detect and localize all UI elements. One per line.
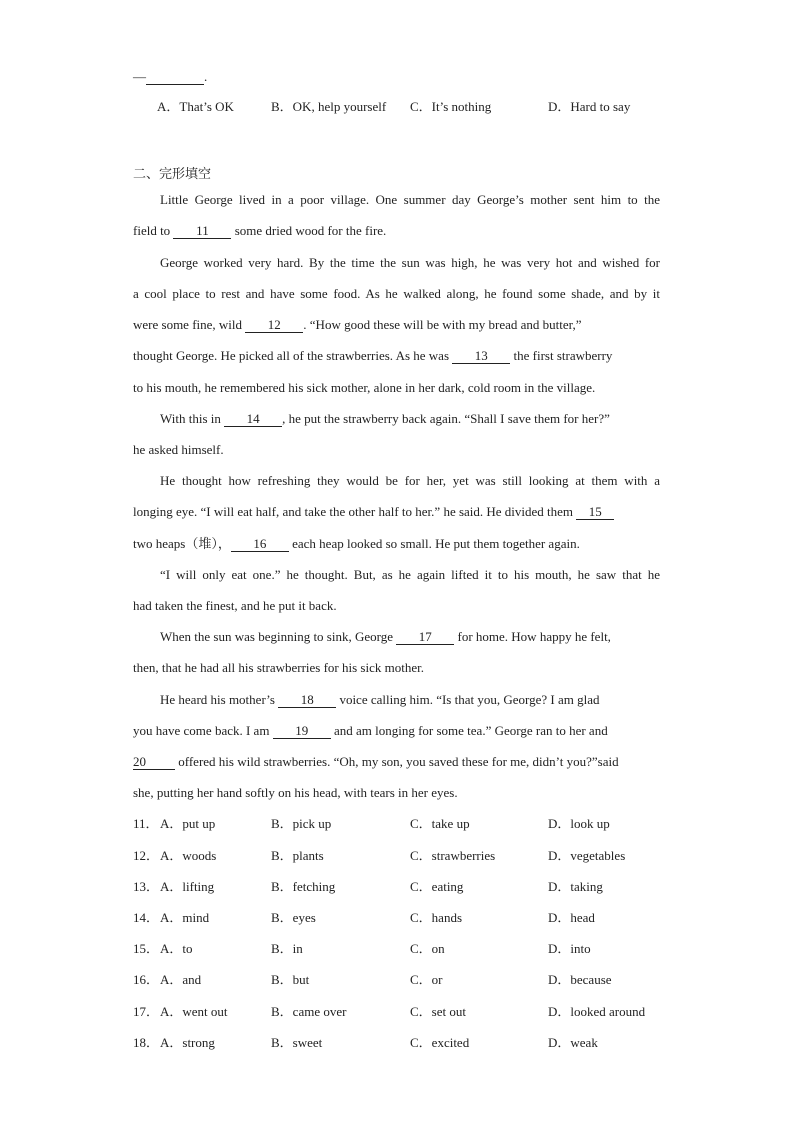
option-a[interactable]: A．and bbox=[160, 972, 202, 987]
passage-line: When the sun was beginning to sink, George 17 for home. How happy he felt, bbox=[160, 629, 611, 644]
passage-line: 20 offered his wild strawberries. “Oh, my son, you saved these for me, didn’t you?”said bbox=[133, 754, 619, 769]
blank-16[interactable]: 16 bbox=[231, 537, 289, 552]
period: . bbox=[204, 69, 208, 84]
prev-option-b[interactable]: B．OK, help yourself bbox=[271, 99, 387, 114]
passage-line: were some fine, wild 12 . “How good these will be with my bread and butter,” bbox=[133, 317, 582, 332]
blank-14[interactable]: 14 bbox=[224, 412, 282, 427]
option-d[interactable]: D．taking bbox=[548, 879, 603, 894]
option-c[interactable]: C．strawberries bbox=[410, 848, 496, 863]
option-b[interactable]: B．came over bbox=[271, 1004, 347, 1019]
prev-option-d[interactable]: D．Hard to say bbox=[548, 99, 631, 114]
option-d[interactable]: D．weak bbox=[548, 1035, 598, 1050]
option-d[interactable]: D．vegetables bbox=[548, 848, 626, 863]
option-a[interactable]: A．lifting bbox=[160, 879, 215, 894]
passage-line: a cool place to rest and have some food. As he walked along, he found some shade, and by it bbox=[133, 286, 660, 301]
option-c[interactable]: C．on bbox=[410, 941, 445, 956]
option-c[interactable]: C．hands bbox=[410, 910, 463, 925]
blank-15[interactable]: 15 bbox=[576, 505, 614, 520]
question-number: 16． bbox=[133, 972, 160, 987]
option-b[interactable]: B．sweet bbox=[271, 1035, 323, 1050]
passage-line: had taken the finest, and he put it back. bbox=[133, 598, 337, 613]
blank-20[interactable]: 20 bbox=[133, 755, 175, 770]
question-number: 14． bbox=[133, 910, 160, 925]
passage-line: she, putting her hand softly on his head, with tears in her eyes. bbox=[133, 785, 458, 800]
option-b[interactable]: B．in bbox=[271, 941, 303, 956]
prev-option-a[interactable]: A．That’s OK bbox=[157, 99, 234, 114]
option-c[interactable]: C．excited bbox=[410, 1035, 470, 1050]
question-number: 15． bbox=[133, 941, 160, 956]
passage-line: thought George. He picked all of the strawberries. As he was 13 the first strawberry bbox=[133, 348, 613, 363]
passage-line: He thought how refreshing they would be for her, yet was still looking at them with a bbox=[160, 473, 660, 488]
passage-line: Little George lived in a poor village. One summer day George’s mother sent him to the bbox=[160, 192, 660, 207]
blank-17[interactable]: 17 bbox=[396, 630, 454, 645]
option-b[interactable]: B．but bbox=[271, 972, 310, 987]
passage-line: you have come back. I am 19 and am longing for some tea.” George ran to her and bbox=[133, 723, 608, 738]
passage-line: George worked very hard. By the time the sun was high, he was very hot and wished for bbox=[160, 255, 660, 270]
option-d[interactable]: D．into bbox=[548, 941, 591, 956]
option-d[interactable]: D．because bbox=[548, 972, 612, 987]
question-number: 12． bbox=[133, 848, 160, 863]
passage-line: longing eye. “I will eat half, and take the other half to her.” he said. He divided them 15 bbox=[133, 503, 614, 521]
prev-option-c[interactable]: C．It’s nothing bbox=[410, 99, 492, 114]
option-d[interactable]: D．looked around bbox=[548, 1004, 646, 1019]
blank-19[interactable]: 19 bbox=[273, 724, 331, 739]
option-c[interactable]: C．or bbox=[410, 972, 443, 987]
option-a[interactable]: A．put up bbox=[160, 816, 216, 831]
option-c[interactable]: C．eating bbox=[410, 879, 464, 894]
passage-line: two heaps（堆）， 16 each heap looked so small. He put them together again. bbox=[133, 536, 580, 551]
passage-line: “I will only eat one.” he thought. But, as he again lifted it to his mouth, he saw that he bbox=[160, 567, 660, 582]
question-number: 11． bbox=[133, 816, 159, 831]
option-a[interactable]: A．woods bbox=[160, 848, 217, 863]
dash: — bbox=[133, 69, 146, 84]
passage-line: With this in 14 , he put the strawberry back again. “Shall I save them for her?” bbox=[160, 411, 610, 426]
option-b[interactable]: B．fetching bbox=[271, 879, 336, 894]
option-a[interactable]: A．mind bbox=[160, 910, 210, 925]
option-a[interactable]: A．strong bbox=[160, 1035, 215, 1050]
passage-line: then, that he had all his strawberries for his sick mother. bbox=[133, 660, 424, 675]
blank-12[interactable]: 12 bbox=[245, 318, 303, 333]
option-c[interactable]: C．take up bbox=[410, 816, 470, 831]
option-d[interactable]: D．look up bbox=[548, 816, 610, 831]
passage-line: he asked himself. bbox=[133, 442, 224, 457]
blank-13[interactable]: 13 bbox=[452, 349, 510, 364]
option-a[interactable]: A．to bbox=[160, 941, 193, 956]
passage-line: to his mouth, he remembered his sick mother, alone in her dark, cold room in the village. bbox=[133, 380, 596, 395]
blank-11[interactable]: 11 bbox=[173, 224, 231, 239]
passage-line: field to 11 some dried wood for the fire. bbox=[133, 223, 387, 238]
question-number: 13． bbox=[133, 879, 160, 894]
option-b[interactable]: B．pick up bbox=[271, 816, 332, 831]
option-b[interactable]: B．plants bbox=[271, 848, 324, 863]
option-d[interactable]: D．head bbox=[548, 910, 595, 925]
section-title: 二、完形填空 bbox=[133, 167, 212, 182]
question-number: 17． bbox=[133, 1004, 160, 1019]
previous-question-blank-line bbox=[133, 68, 207, 86]
option-b[interactable]: B．eyes bbox=[271, 910, 316, 925]
passage-line: He heard his mother’s 18 voice calling him. “Is that you, George? I am glad bbox=[160, 692, 600, 707]
option-a[interactable]: A．went out bbox=[160, 1004, 228, 1019]
option-c[interactable]: C．set out bbox=[410, 1004, 466, 1019]
answer-blank[interactable] bbox=[146, 70, 204, 85]
blank-18[interactable]: 18 bbox=[278, 693, 336, 708]
question-number: 18． bbox=[133, 1035, 160, 1050]
